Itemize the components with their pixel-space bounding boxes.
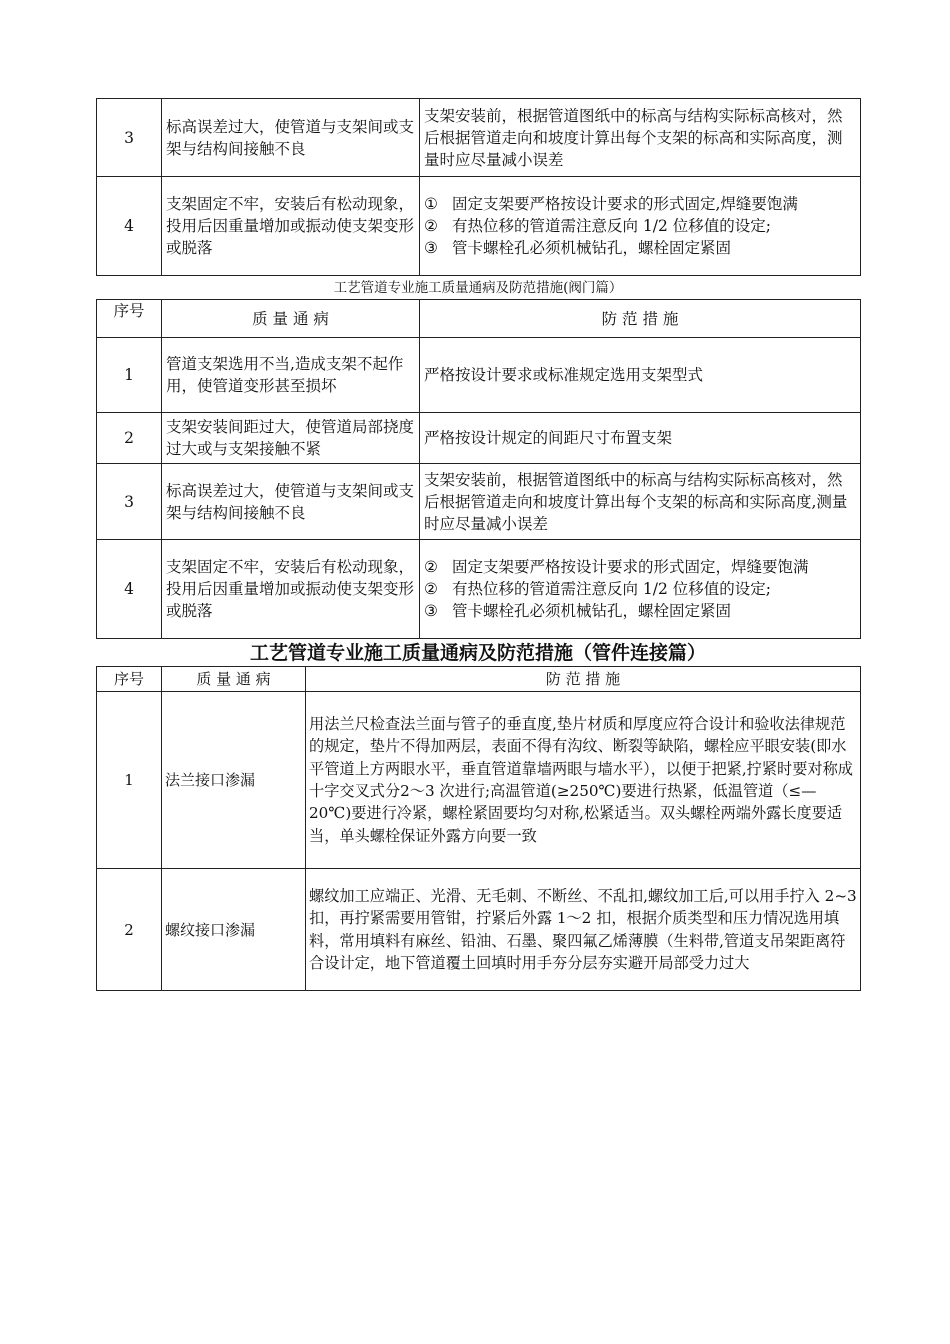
item-mark: ② bbox=[424, 217, 438, 235]
measure-cell: 支架安装前，根据管道图纸中的标高与结构实际标高核对，然后根据管道走向和坡度计算出每个支架的标高和实际高度，测量时应尽量减小误差 bbox=[420, 99, 861, 177]
header-problem: 质 量 通 病 bbox=[162, 667, 306, 692]
problem-cell: 标高误差过大，使管道与支架间或支架与结构间接触不良 bbox=[162, 464, 420, 540]
item-text: 管卡螺栓孔必须机械钻孔，螺栓固定紧固 bbox=[452, 239, 732, 257]
problem-cell: 标高误差过大，使管道与支架间或支架与结构间接触不良 bbox=[162, 99, 420, 177]
header-problem: 质 量 通 病 bbox=[162, 300, 420, 338]
measure-cell: 螺纹加工应端正、光滑、无毛刺、不断丝、不乱扣,螺纹加工后,可以用手拧入 2~3 扣，再拧紧需要用管钳，拧紧后外露 1～2 扣，根据介质类型和压力情况选用填料，常用填料有麻丝、铅油、石墨、聚四氟乙烯薄膜（生料带,管道支吊架距离符合设计定，地下管道覆土回填时用手夯分层夯实避开局部受力过大 bbox=[306, 869, 861, 991]
problem-cell: 支架安装间距过大，使管道局部挠度过大或与支架接触不紧 bbox=[162, 413, 420, 464]
item-mark: ① bbox=[424, 195, 438, 213]
measure-cell: 用法兰尺检查法兰面与管子的垂直度,垫片材质和厚度应符合设计和验收法律规范的规定，垫片不得加两层，表面不得有沟纹、断裂等缺陷，螺栓应平眼安装(即水平管道上方两眼水平，垂直管道靠墙两眼与墙水平），以便于把紧,拧紧时要对称成十字交叉式分2～3 次进行;高温管道(≥250℃)要进行热紧，低温管道（≤—20℃)要进行冷紧，螺栓紧固要均匀对称,松紧适当。双头螺栓两端外露长度要适当，单头螺栓保证外露方向要一致 bbox=[306, 692, 861, 869]
measure-item bbox=[424, 237, 856, 259]
row-number: 4 bbox=[97, 540, 162, 639]
section-caption-valve: 工艺管道专业施工质量通病及防范措施(阀门篇） bbox=[333, 280, 623, 296]
measure-item bbox=[424, 556, 856, 578]
support-table-continued bbox=[96, 98, 861, 276]
section-caption-fittings: 工艺管道专业施工质量通病及防范措施（管件连接篇） bbox=[249, 642, 706, 664]
row-number: 2 bbox=[97, 413, 162, 464]
item-mark: ② bbox=[424, 580, 438, 598]
table-row bbox=[97, 99, 861, 177]
measure-item bbox=[424, 215, 856, 237]
fittings-table bbox=[96, 666, 861, 991]
row-number: 4 bbox=[97, 177, 162, 276]
header-no: 序号 bbox=[97, 300, 162, 338]
header-no: 序号 bbox=[97, 667, 162, 692]
row-number: 1 bbox=[97, 692, 162, 869]
table-header-row bbox=[97, 667, 861, 692]
item-mark: ② bbox=[424, 558, 438, 576]
problem-cell: 管道支架选用不当,造成支架不起作用，使管道变形甚至损坏 bbox=[162, 338, 420, 413]
table-row bbox=[97, 177, 861, 276]
measure-cell bbox=[420, 177, 861, 276]
item-text: 管卡螺栓孔必须机械钻孔，螺栓固定紧固 bbox=[452, 602, 732, 620]
table-row bbox=[97, 869, 861, 991]
item-mark: ③ bbox=[424, 602, 438, 620]
measure-item bbox=[424, 578, 856, 600]
item-text: 固定支架要严格按设计要求的形式固定,焊缝要饱满 bbox=[452, 195, 798, 213]
row-number: 1 bbox=[97, 338, 162, 413]
item-text: 有热位移的管道需注意反向 1/2 位移值的设定; bbox=[452, 217, 772, 235]
header-measure: 防 范 措 施 bbox=[306, 667, 861, 692]
table-row bbox=[97, 413, 861, 464]
problem-cell: 支架固定不牢，安装后有松动现象，投用后因重量增加或振动使支架变形或脱落 bbox=[162, 177, 420, 276]
item-mark: ③ bbox=[424, 239, 438, 257]
measure-item bbox=[424, 193, 856, 215]
header-measure: 防 范 措 施 bbox=[420, 300, 861, 338]
table-row bbox=[97, 692, 861, 869]
row-number: 2 bbox=[97, 869, 162, 991]
problem-cell: 法兰接口渗漏 bbox=[162, 692, 306, 869]
measure-cell bbox=[420, 540, 861, 639]
item-text: 有热位移的管道需注意反向 1/2 位移值的设定; bbox=[452, 580, 772, 598]
measure-cell: 支架安装前，根据管道图纸中的标高与结构实际标高核对，然后根据管道走向和坡度计算出每个支架的标高和实际高度,测量时应尽量减小误差 bbox=[420, 464, 861, 540]
problem-cell: 支架固定不牢，安装后有松动现象，投用后因重量增加或振动使支架变形或脱落 bbox=[162, 540, 420, 639]
row-number: 3 bbox=[97, 99, 162, 177]
measure-cell: 严格按设计规定的间距尺寸布置支架 bbox=[420, 413, 861, 464]
valve-table bbox=[96, 299, 861, 639]
table-row bbox=[97, 464, 861, 540]
item-text: 固定支架要严格按设计要求的形式固定，焊缝要饱满 bbox=[452, 558, 809, 576]
table-header-row bbox=[97, 300, 861, 338]
table-row bbox=[97, 338, 861, 413]
table-row bbox=[97, 540, 861, 639]
row-number: 3 bbox=[97, 464, 162, 540]
problem-cell: 螺纹接口渗漏 bbox=[162, 869, 306, 991]
measure-cell: 严格按设计要求或标准规定选用支架型式 bbox=[420, 338, 861, 413]
measure-item bbox=[424, 600, 856, 622]
